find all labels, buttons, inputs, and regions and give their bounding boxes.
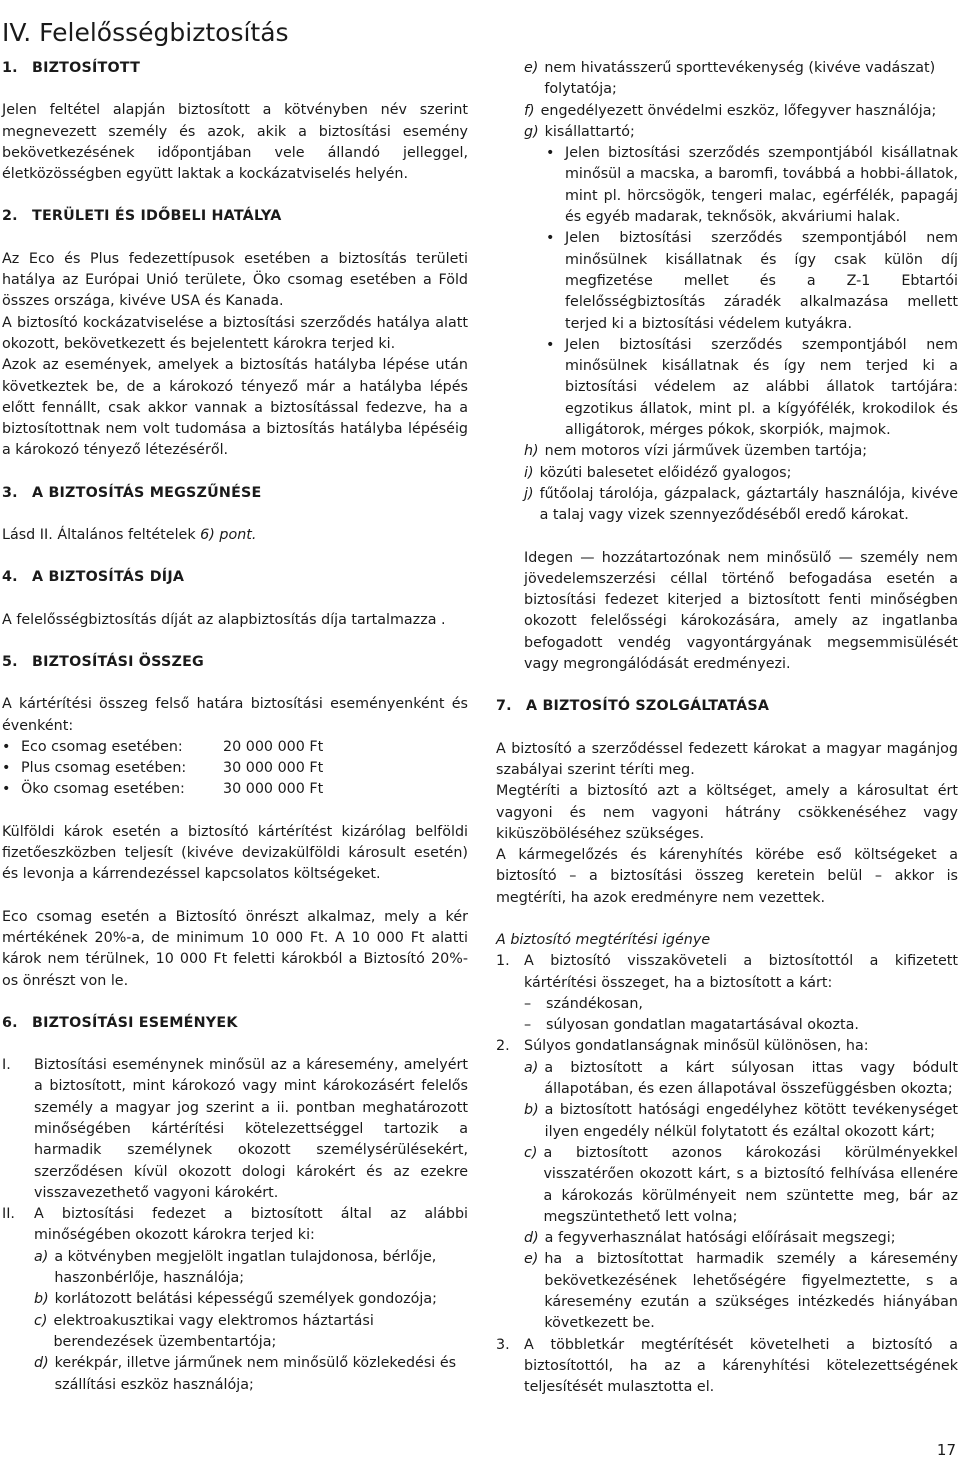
section-title: A BIZTOSÍTÓ SZOLGÁLTATÁSA bbox=[526, 698, 770, 715]
list-item: • Jelen biztosítási szerződés szempontjából nem minősülnek kisállatnak és így csak külön díj megfizetése mellet és a Z-1 Ebtartói felelősségbiztosítás záradék alkalmazása mellett terjed ki a biztosítási védelem kutyákra. bbox=[546, 228, 958, 334]
roman-numeral: I. bbox=[2, 1057, 11, 1074]
list-item: h) nem motoros vízi járművek üzemben tartója; bbox=[524, 443, 868, 460]
page-number: 17 bbox=[936, 1441, 956, 1459]
section-heading-sum-insured bbox=[2, 652, 468, 673]
amount-label: Plus csomag esetében: bbox=[21, 760, 187, 777]
termination-paragraph bbox=[2, 525, 468, 546]
list-item: d) kerékpár, illetve járműnek nem minősülő közlekedési és szállítási eszköz használója; bbox=[34, 1355, 457, 1393]
fee-paragraph: A felelősségbiztosítás díját az alapbiztosítás díja tartalmazza . bbox=[2, 611, 446, 628]
dash-list bbox=[496, 994, 958, 1037]
scope-paragraph: A biztosító kockázatviselése a biztosítási szerződés hatálya alatt okozott, bekövetkezett és bejelentett károkra terjed ki. bbox=[2, 314, 468, 352]
item-number: 3. bbox=[496, 1336, 510, 1353]
list-item: b) korlátozott belátási képességű személyek gondozója; bbox=[34, 1291, 437, 1308]
numbered-item bbox=[496, 951, 958, 994]
list-item: • Jelen biztosítási szerződés szempontjából nem minősülnek kisállatnak és így nem terjed ki a biztosítási védelem az alábbi állatok tartójára: egzotikus állatok, mint pl. a kígyófélék, krokodilok és alligátorok, mérges pókok, skorpiók, majmok. bbox=[546, 335, 958, 441]
amount-value: 30 000 000 Ft bbox=[223, 760, 324, 777]
bullet-icon: • bbox=[546, 336, 555, 353]
deductible-paragraph: Eco csomag esetén a Biztosító önrészt alkalmaz, mely a kér mértékének 20%-a, de minimum 10 000 Ft. A 10 000 Ft alatti károk nem térülnek, 10 000 Ft feletti károkból a Biztosító 20%-os önrészt von le. bbox=[2, 908, 468, 989]
roman-item bbox=[2, 1204, 468, 1247]
foreign-claims-paragraph: Külföldi károk esetén a biztosító kártérítést kizárólag belföldi fizetőeszközben teljesít (kivéve devizakülföldi károsult esetén) és levonja a kárrendezéssel kapcsolatos költségeket. bbox=[2, 823, 468, 883]
list-item: – szándékosan, bbox=[524, 995, 643, 1012]
section-heading-events bbox=[2, 1013, 468, 1034]
bullet-icon: • bbox=[2, 781, 11, 798]
page-title: IV. Felelősségbiztosítás bbox=[2, 17, 289, 47]
amount-row bbox=[2, 758, 468, 779]
section-number: 3. bbox=[2, 484, 18, 501]
section-heading-scope bbox=[2, 206, 468, 227]
section-heading-fee bbox=[2, 567, 468, 588]
amount-row bbox=[2, 737, 468, 758]
list-item: b) a biztosított hatósági engedélyhez kötött tevékenységet ilyen engedély nélkül folytatott és ezáltal okozott kárt; bbox=[524, 1102, 958, 1140]
amount-value: 30 000 000 Ft bbox=[223, 781, 324, 798]
section-title: BIZTOSÍTÁSI ÖSSZEG bbox=[32, 653, 204, 670]
list-item: e) ha a biztosítottat harmadik személy a káresemény bekövetkezésének lehetőségére figyelmeztette, s a káresemény ezután a szükséges intézkedés hiányában következett be. bbox=[524, 1251, 958, 1332]
subsection-title: A biztosító megtérítési igénye bbox=[496, 931, 711, 948]
list-item: c) elektroakusztikai vagy elektromos háztartási berendezések üzembentartója; bbox=[34, 1312, 374, 1350]
list-item: c) a biztosított azonos károkozási körülményekkel visszatérően okozott kárt, s a biztosító felhívása ellenére a károkozás körülményeit nem szüntette meg, bár az megszüntethető lett volna; bbox=[524, 1144, 958, 1225]
list-item: g) kisállattartó; bbox=[524, 123, 635, 140]
amount-label: Eco csomag esetében: bbox=[21, 738, 183, 755]
item-number: 2. bbox=[496, 1038, 510, 1055]
section-title: BIZTOSÍTÁSI ESEMÉNYEK bbox=[32, 1014, 238, 1031]
section-title: A BIZTOSÍTÁS MEGSZŰNÉSE bbox=[32, 484, 262, 501]
termination-text: Lásd II. Általános feltételek bbox=[2, 527, 196, 544]
pet-bullet-list bbox=[524, 143, 958, 441]
right-column bbox=[496, 58, 958, 1399]
numbered-item bbox=[496, 1036, 958, 1057]
section-number: 7. bbox=[496, 698, 512, 715]
list-item: i) közúti balesetet előidéző gyalogos; bbox=[524, 464, 792, 481]
section-heading-termination bbox=[2, 483, 468, 504]
list-item: j) fűtőolaj tárolója, gázpalack, gáztartály használója, kivéve a talaj vagy vizek szennyeződéséből eredő károkat. bbox=[524, 485, 958, 524]
section-title: A BIZTOSÍTÁS DÍJA bbox=[32, 569, 185, 586]
sum-paragraph: A kártérítési összeg felső határa biztosítási eseményenként és évenként: bbox=[2, 696, 468, 734]
section-heading-insured bbox=[2, 58, 468, 79]
service-paragraph: Megtéríti a biztosító azt a költséget, amely a károsultat ért vagyoni és nem vagyoni hátrány csökkenéséhez vagy kiküszöböléséhez szükséges. bbox=[496, 783, 958, 842]
item-text: A biztosító visszaköveteli a biztosítottól a kifizetett kártérítési összeget, ha a biztosított a kárt: bbox=[524, 953, 958, 991]
list-item: • Jelen biztosítási szerződés szempontjából kisállatnak minősül a macska, a baromfi, továbbá a hobbi-állatok, mint pl. hörcsögök, tengeri malac, egérfélék, papagáj és egyéb madarak, teknősök, akváriumi halak. bbox=[546, 143, 958, 228]
coverage-list-continued bbox=[496, 58, 958, 527]
section-number: 2. bbox=[2, 208, 18, 225]
amount-value: 20 000 000 Ft bbox=[223, 738, 324, 755]
service-paragraph: A biztosító a szerződéssel fedezett károkat a magyar magánjog szabályai szerint téríti meg. bbox=[496, 740, 958, 778]
item-text: Súlyos gondatlanságnak minősül különösen, ha: bbox=[524, 1038, 869, 1055]
termination-ref: 6) pont. bbox=[200, 527, 257, 544]
negligence-list bbox=[496, 1058, 958, 1335]
section-title: TERÜLETI ÉS IDŐBELI HATÁLYA bbox=[32, 208, 282, 225]
amount-row bbox=[2, 779, 468, 800]
left-column bbox=[2, 58, 468, 1396]
coverage-list bbox=[2, 1247, 468, 1396]
list-item: – súlyosan gondatlan magatartásával okozta. bbox=[524, 1017, 859, 1034]
roman-numeral: II. bbox=[2, 1206, 15, 1223]
numbered-item bbox=[496, 1335, 958, 1399]
amount-label: Öko csomag esetében: bbox=[21, 781, 185, 798]
list-item: d) a fegyverhasználat hatósági előírásait megszegi; bbox=[524, 1230, 896, 1247]
list-item: e) nem hivatásszerű sporttevékenység (kivéve vadászat) folytatója; bbox=[524, 60, 936, 98]
list-item: a) a biztosított a kárt súlyosan ittas vagy bódult állapotában, és ezen állapotával összefüggésben okozta; bbox=[524, 1059, 958, 1098]
section-title: BIZTOSÍTOTT bbox=[32, 60, 141, 76]
guest-paragraph: Idegen — hozzátartozónak nem minősülő — személy nem jövedelemszerzési céllal történő befogadása esetén a biztosítási fedezet kiterjed a biztosított fenti minőségben okozott felelősségi károkozására, amely az ingatlanba befogadott vendég vagyontárgyának megsemmisülését vagy megrongálódását eredményezi. bbox=[524, 549, 958, 673]
roman-item-text: A biztosítási fedezet a biztosított által az alábbi minőségében okozott károkra terjed ki: bbox=[34, 1206, 468, 1244]
list-item: f) engedélyezett önvédelmi eszköz, lőfegyver használója; bbox=[524, 102, 937, 119]
bullet-icon: • bbox=[2, 738, 11, 755]
roman-item bbox=[2, 1055, 468, 1204]
section-number: 1. bbox=[2, 60, 18, 76]
amount-list bbox=[2, 737, 468, 801]
list-item: a) a kötvényben megjelölt ingatlan tulajdonosa, bérlője, haszonbérlője, használója; bbox=[34, 1248, 437, 1287]
scope-paragraph: Azok az események, amelyek a biztosítás hatályba lépése után következtek be, de a károkozó tényező már a hatályba lépés előtt fennállt, csak akkor vannak a biztosítással fedezve, ha a biztosítottnak nem volt tudomása a biztosítás hatályba lépéséig a károkozó tényező létezéséről. bbox=[2, 357, 468, 459]
section-number: 4. bbox=[2, 569, 18, 586]
item-text: A többletkár megtérítését követelheti a biztosító a biztosítottól, ha az a kárenyhítési kötelezettségének teljesítését mulasztotta el. bbox=[524, 1336, 958, 1396]
service-paragraph: A kármegelőzés és kárenyhítés körébe eső költségeket a biztosító – a biztosítási összeg keretein belül – akkor is megtéríti, ha azok eredményre nem vezettek. bbox=[496, 847, 958, 906]
section-number: 5. bbox=[2, 653, 18, 670]
insured-paragraph: Jelen feltétel alapján biztosított a kötvényben név szerint megnevezett személy és azok, akik a biztosítási esemény bekövetkezésének időpontjában vele állandó jelleggel, életközösségben együtt laktak a kockázatviselés helyén. bbox=[2, 102, 468, 183]
scope-paragraph: Az Eco és Plus fedezettípusok esetében a biztosítás területi hatálya az Európai Unió területe, Öko csomag esetében a Föld összes országa, kivéve USA és Kanada. bbox=[2, 250, 468, 310]
bullet-icon: • bbox=[546, 230, 555, 247]
bullet-icon: • bbox=[546, 145, 555, 162]
bullet-icon: • bbox=[2, 760, 11, 777]
item-number: 1. bbox=[496, 953, 510, 970]
roman-item-text: Biztosítási eseménynek minősül az a káresemény, amelyért a biztosított, mint károkozó vagy mint károkozásért felelős személy a magyar jog szerint a ii. pontban meghatározott minőségében kártérítési kötelezettséggel tartozik a harmadik személynek okozott személysérülésekért, szerződésen kívül okozott dologi károkért és az ezekre visszavezethető vagyoni károkért. bbox=[34, 1057, 468, 1201]
section-heading-service bbox=[496, 696, 958, 717]
section-number: 6. bbox=[2, 1014, 18, 1031]
